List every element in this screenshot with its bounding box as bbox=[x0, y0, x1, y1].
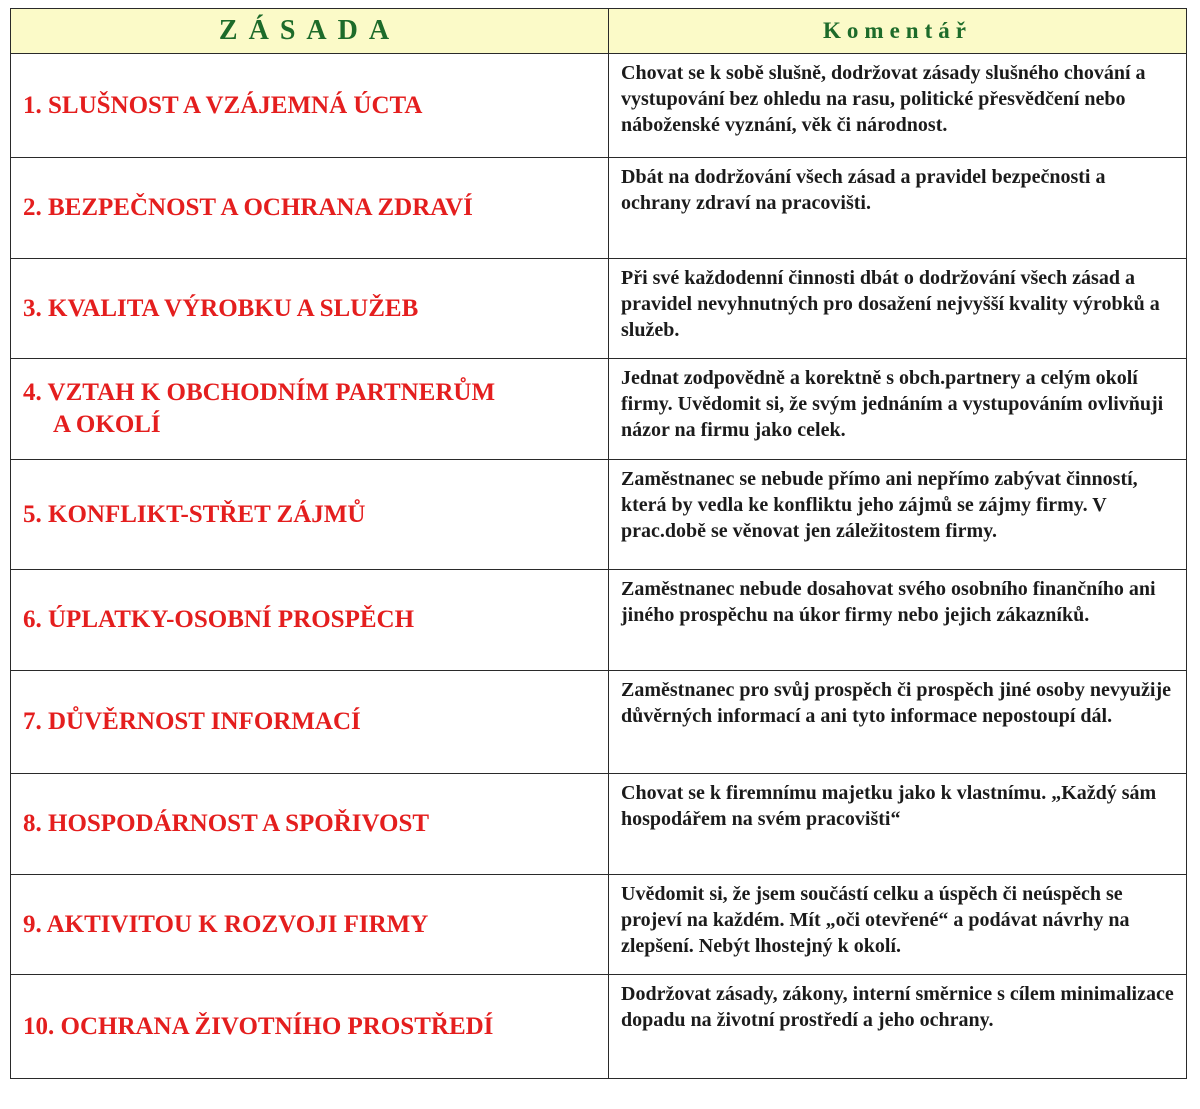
comment-cell bbox=[609, 570, 1187, 671]
comment-text: Chovat se k sobě slušně, dodržovat zásady slušného chování a vystupování bez ohledu na rasu, politické přesvědčení nebo náboženské vyznání, věk či národnost. bbox=[621, 62, 1146, 136]
table-row bbox=[11, 54, 1187, 158]
table-row bbox=[11, 875, 1187, 975]
comment-cell bbox=[609, 259, 1187, 359]
principle-text: 2. BEZPEČNOST A OCHRANA ZDRAVÍ bbox=[23, 194, 473, 221]
table-row bbox=[11, 158, 1187, 259]
principle-cell bbox=[11, 359, 609, 460]
comment-text: Jednat zodpovědně a korektně s obch.partnery a celým okolí firmy. Uvědomit si, že svým jednáním a vystupováním ovlivňuji názor na firmu jako celek. bbox=[621, 367, 1164, 441]
principle-text: 7. DŮVĚRNOST INFORMACÍ bbox=[23, 708, 361, 735]
principle-cell bbox=[11, 460, 609, 570]
principle-text: 9. AKTIVITOU K ROZVOJI FIRMY bbox=[23, 910, 429, 938]
principle-text-block bbox=[23, 379, 596, 441]
table-row bbox=[11, 570, 1187, 671]
table-row bbox=[11, 259, 1187, 359]
comment-cell bbox=[609, 460, 1187, 570]
table-row bbox=[11, 774, 1187, 875]
principle-text: 1. SLUŠNOST A VZÁJEMNÁ ÚCTA bbox=[23, 91, 423, 119]
comment-text: Při své každodenní činnosti dbát o dodržování všech zásad a pravidel nevyhnutných pro dosažení nejvyšší kvality výrobků a služeb. bbox=[621, 267, 1160, 341]
comment-text: Chovat se k firemnímu majetku jako k vlastnímu. „Každý sám hospodářem na svém pracovišti“ bbox=[621, 782, 1157, 830]
comment-cell bbox=[609, 671, 1187, 774]
principle-cell bbox=[11, 54, 609, 158]
principle-cell bbox=[11, 774, 609, 875]
comment-cell bbox=[609, 54, 1187, 158]
table-row bbox=[11, 975, 1187, 1079]
principle-text-continuation: A OKOLÍ bbox=[53, 411, 161, 438]
comment-text: Dodržovat zásady, zákony, interní směrnice s cílem minimalizace dopadu na životní prostředí a jeho ochrany. bbox=[621, 983, 1174, 1031]
table-row bbox=[11, 359, 1187, 460]
comment-cell bbox=[609, 975, 1187, 1079]
principle-cell bbox=[11, 158, 609, 259]
table-header-row bbox=[11, 9, 1187, 54]
comment-text: Zaměstnanec pro svůj prospěch či prospěch jiné osoby nevyužije důvěrných informací a ani tyto informace nepostoupí dál. bbox=[621, 679, 1172, 727]
principles-table bbox=[10, 8, 1187, 1079]
table-row bbox=[11, 671, 1187, 774]
principle-text: 4. VZTAH K OBCHODNÍM PARTNERŮM bbox=[23, 379, 496, 406]
comment-text: Zaměstnanec se nebude přímo ani nepřímo zabývat činností, která by vedla ke konfliktu jeho zájmů se zájmy firmy. V prac.době se věnovat jen záležitostem firmy. bbox=[621, 468, 1138, 542]
comment-cell bbox=[609, 774, 1187, 875]
principle-text: 8. HOSPODÁRNOST A SPOŘIVOST bbox=[23, 810, 430, 837]
table-row bbox=[11, 460, 1187, 570]
principle-text: 10. OCHRANA ŽIVOTNÍHO PROSTŘEDÍ bbox=[23, 1012, 494, 1040]
comment-text: Dbát na dodržování všech zásad a pravidel bezpečnosti a ochrany zdraví na pracovišti. bbox=[621, 166, 1106, 214]
principle-cell bbox=[11, 975, 609, 1079]
comment-cell bbox=[609, 359, 1187, 460]
comment-text: Uvědomit si, že jsem součástí celku a úspěch či neúspěch se projeví na každém. Mít „oči otevřené“ a podávat návrhy na zlepšení. Nebýt lhostejný k okolí. bbox=[621, 883, 1130, 957]
principle-cell bbox=[11, 259, 609, 359]
principle-cell bbox=[11, 570, 609, 671]
comment-text: Zaměstnanec nebude dosahovat svého osobního finančního ani jiného prospěchu na úkor firmy nebo jejich zákazníků. bbox=[621, 578, 1156, 626]
comment-cell bbox=[609, 875, 1187, 975]
principle-cell bbox=[11, 875, 609, 975]
principle-cell bbox=[11, 671, 609, 774]
column-header-comment: Komentář bbox=[609, 9, 1187, 54]
principle-text: 5. KONFLIKT-STŘET ZÁJMŮ bbox=[23, 500, 366, 528]
principle-text: 3. KVALITA VÝROBKU A SLUŽEB bbox=[23, 294, 419, 322]
principle-text: 6. ÚPLATKY-OSOBNÍ PROSPĚCH bbox=[23, 606, 415, 633]
comment-cell bbox=[609, 158, 1187, 259]
column-header-principle: ZÁSADA bbox=[11, 9, 609, 54]
